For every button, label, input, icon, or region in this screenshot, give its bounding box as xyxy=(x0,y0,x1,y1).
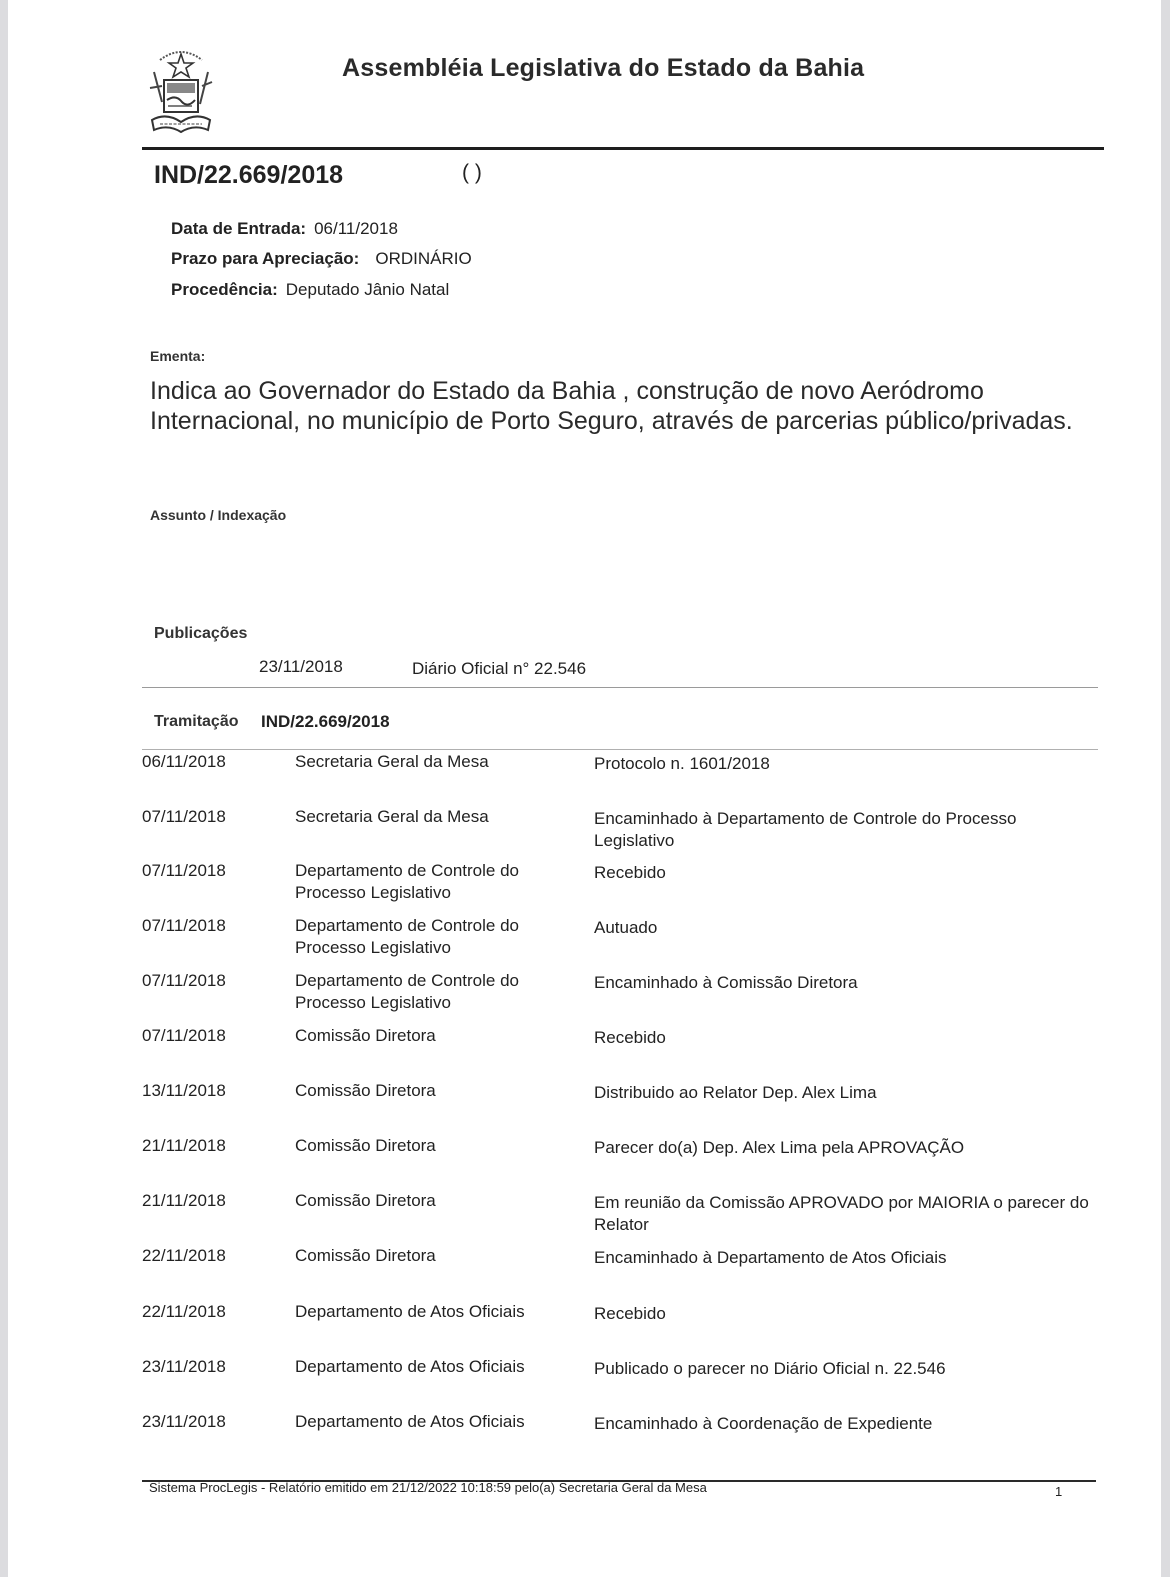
row-action: Protocolo n. 1601/2018 xyxy=(594,754,770,773)
assunto-label: Assunto / Indexação xyxy=(150,507,287,523)
row-org: Departamento de Controle do Processo Legislativo xyxy=(295,916,519,957)
ementa-label: Ementa: xyxy=(150,348,206,364)
row-date: 22/11/2018 xyxy=(142,1246,226,1265)
row-org: Comissão Diretora xyxy=(295,1191,436,1210)
row-date: 21/11/2018 xyxy=(142,1136,226,1155)
row-org: Comissão Diretora xyxy=(295,1026,436,1045)
row-date: 22/11/2018 xyxy=(142,1302,226,1321)
publication-date: 23/11/2018 xyxy=(259,657,343,676)
row-date: 21/11/2018 xyxy=(142,1191,226,1210)
coat-of-arms-icon xyxy=(146,42,216,136)
publications-label: Publicações xyxy=(154,625,248,642)
document-id: IND/22.669/2018 xyxy=(154,161,344,189)
row-action: Autuado xyxy=(594,918,658,937)
origin-label: Procedência: xyxy=(171,280,278,299)
row-org: Departamento de Controle do Processo Legislativo xyxy=(295,861,519,902)
entry-date-field xyxy=(171,219,398,239)
page-edge-left xyxy=(0,0,8,1577)
row-action: Encaminhado à Departamento de Atos Oficiais xyxy=(594,1248,947,1267)
document-status-parenthetical: ( ) xyxy=(462,161,482,184)
row-date: 23/11/2018 xyxy=(142,1412,226,1431)
publications-divider xyxy=(142,687,1098,688)
row-date: 07/11/2018 xyxy=(142,807,226,826)
row-action: Recebido xyxy=(594,1028,666,1047)
row-action: Encaminhado à Coordenação de Expediente xyxy=(594,1414,933,1433)
header-divider xyxy=(142,147,1104,150)
row-org: Comissão Diretora xyxy=(295,1081,436,1100)
row-action: Parecer do(a) Dep. Alex Lima pela APROVAÇÃO xyxy=(594,1138,965,1157)
publication-description: Diário Oficial n° 22.546 xyxy=(412,659,587,678)
row-date: 07/11/2018 xyxy=(142,1026,226,1045)
row-org: Departamento de Atos Oficiais xyxy=(295,1412,525,1431)
deadline-label: Prazo para Apreciação: xyxy=(171,249,360,268)
row-action: Encaminhado à Departamento de Controle do Processo Legislativo xyxy=(594,809,1017,850)
organization-title: Assembléia Legislativa do Estado da Bahia xyxy=(342,54,865,82)
row-date: 07/11/2018 xyxy=(142,971,226,990)
deadline-field xyxy=(171,249,472,269)
row-action: Encaminhado à Comissão Diretora xyxy=(594,973,858,992)
tramitacao-id: IND/22.669/2018 xyxy=(261,712,390,731)
row-action: Distribuido ao Relator Dep. Alex Lima xyxy=(594,1083,877,1102)
row-date: 23/11/2018 xyxy=(142,1357,226,1376)
row-date: 13/11/2018 xyxy=(142,1081,226,1100)
row-org: Comissão Diretora xyxy=(295,1136,436,1155)
ementa-text: Indica ao Governador do Estado da Bahia , construção de novo Aeródromo Internacional, no município de Porto Seguro, através de parcerias público/privadas. xyxy=(150,377,1073,435)
row-org: Departamento de Atos Oficiais xyxy=(295,1357,525,1376)
tramitacao-divider xyxy=(142,749,1098,750)
entry-date-label: Data de Entrada: xyxy=(171,219,307,238)
row-org: Departamento de Atos Oficiais xyxy=(295,1302,525,1321)
tramitacao-label: Tramitação xyxy=(154,713,239,730)
page-edge-right xyxy=(1161,0,1170,1577)
row-org: Comissão Diretora xyxy=(295,1246,436,1265)
row-date: 07/11/2018 xyxy=(142,861,226,880)
row-org: Departamento de Controle do Processo Legislativo xyxy=(295,971,519,1012)
row-action: Recebido xyxy=(594,1304,666,1323)
row-action: Em reunião da Comissão APROVADO por MAIORIA o parecer do Relator xyxy=(594,1193,1089,1234)
row-date: 07/11/2018 xyxy=(142,916,226,935)
row-date: 06/11/2018 xyxy=(142,752,226,771)
row-org: Secretaria Geral da Mesa xyxy=(295,807,489,826)
row-org: Secretaria Geral da Mesa xyxy=(295,752,489,771)
entry-date-value: 06/11/2018 xyxy=(314,219,398,238)
footer-text: Sistema ProcLegis - Relatório emitido em 21/12/2022 10:18:59 pelo(a) Secretaria Geral da Mesa xyxy=(149,1480,707,1495)
row-action: Publicado o parecer no Diário Oficial n. 22.546 xyxy=(594,1359,946,1378)
deadline-value: ORDINÁRIO xyxy=(375,249,472,268)
page-number: 1 xyxy=(1055,1484,1063,1499)
origin-field xyxy=(171,280,449,300)
origin-value: Deputado Jânio Natal xyxy=(285,280,450,299)
row-action: Recebido xyxy=(594,863,666,882)
